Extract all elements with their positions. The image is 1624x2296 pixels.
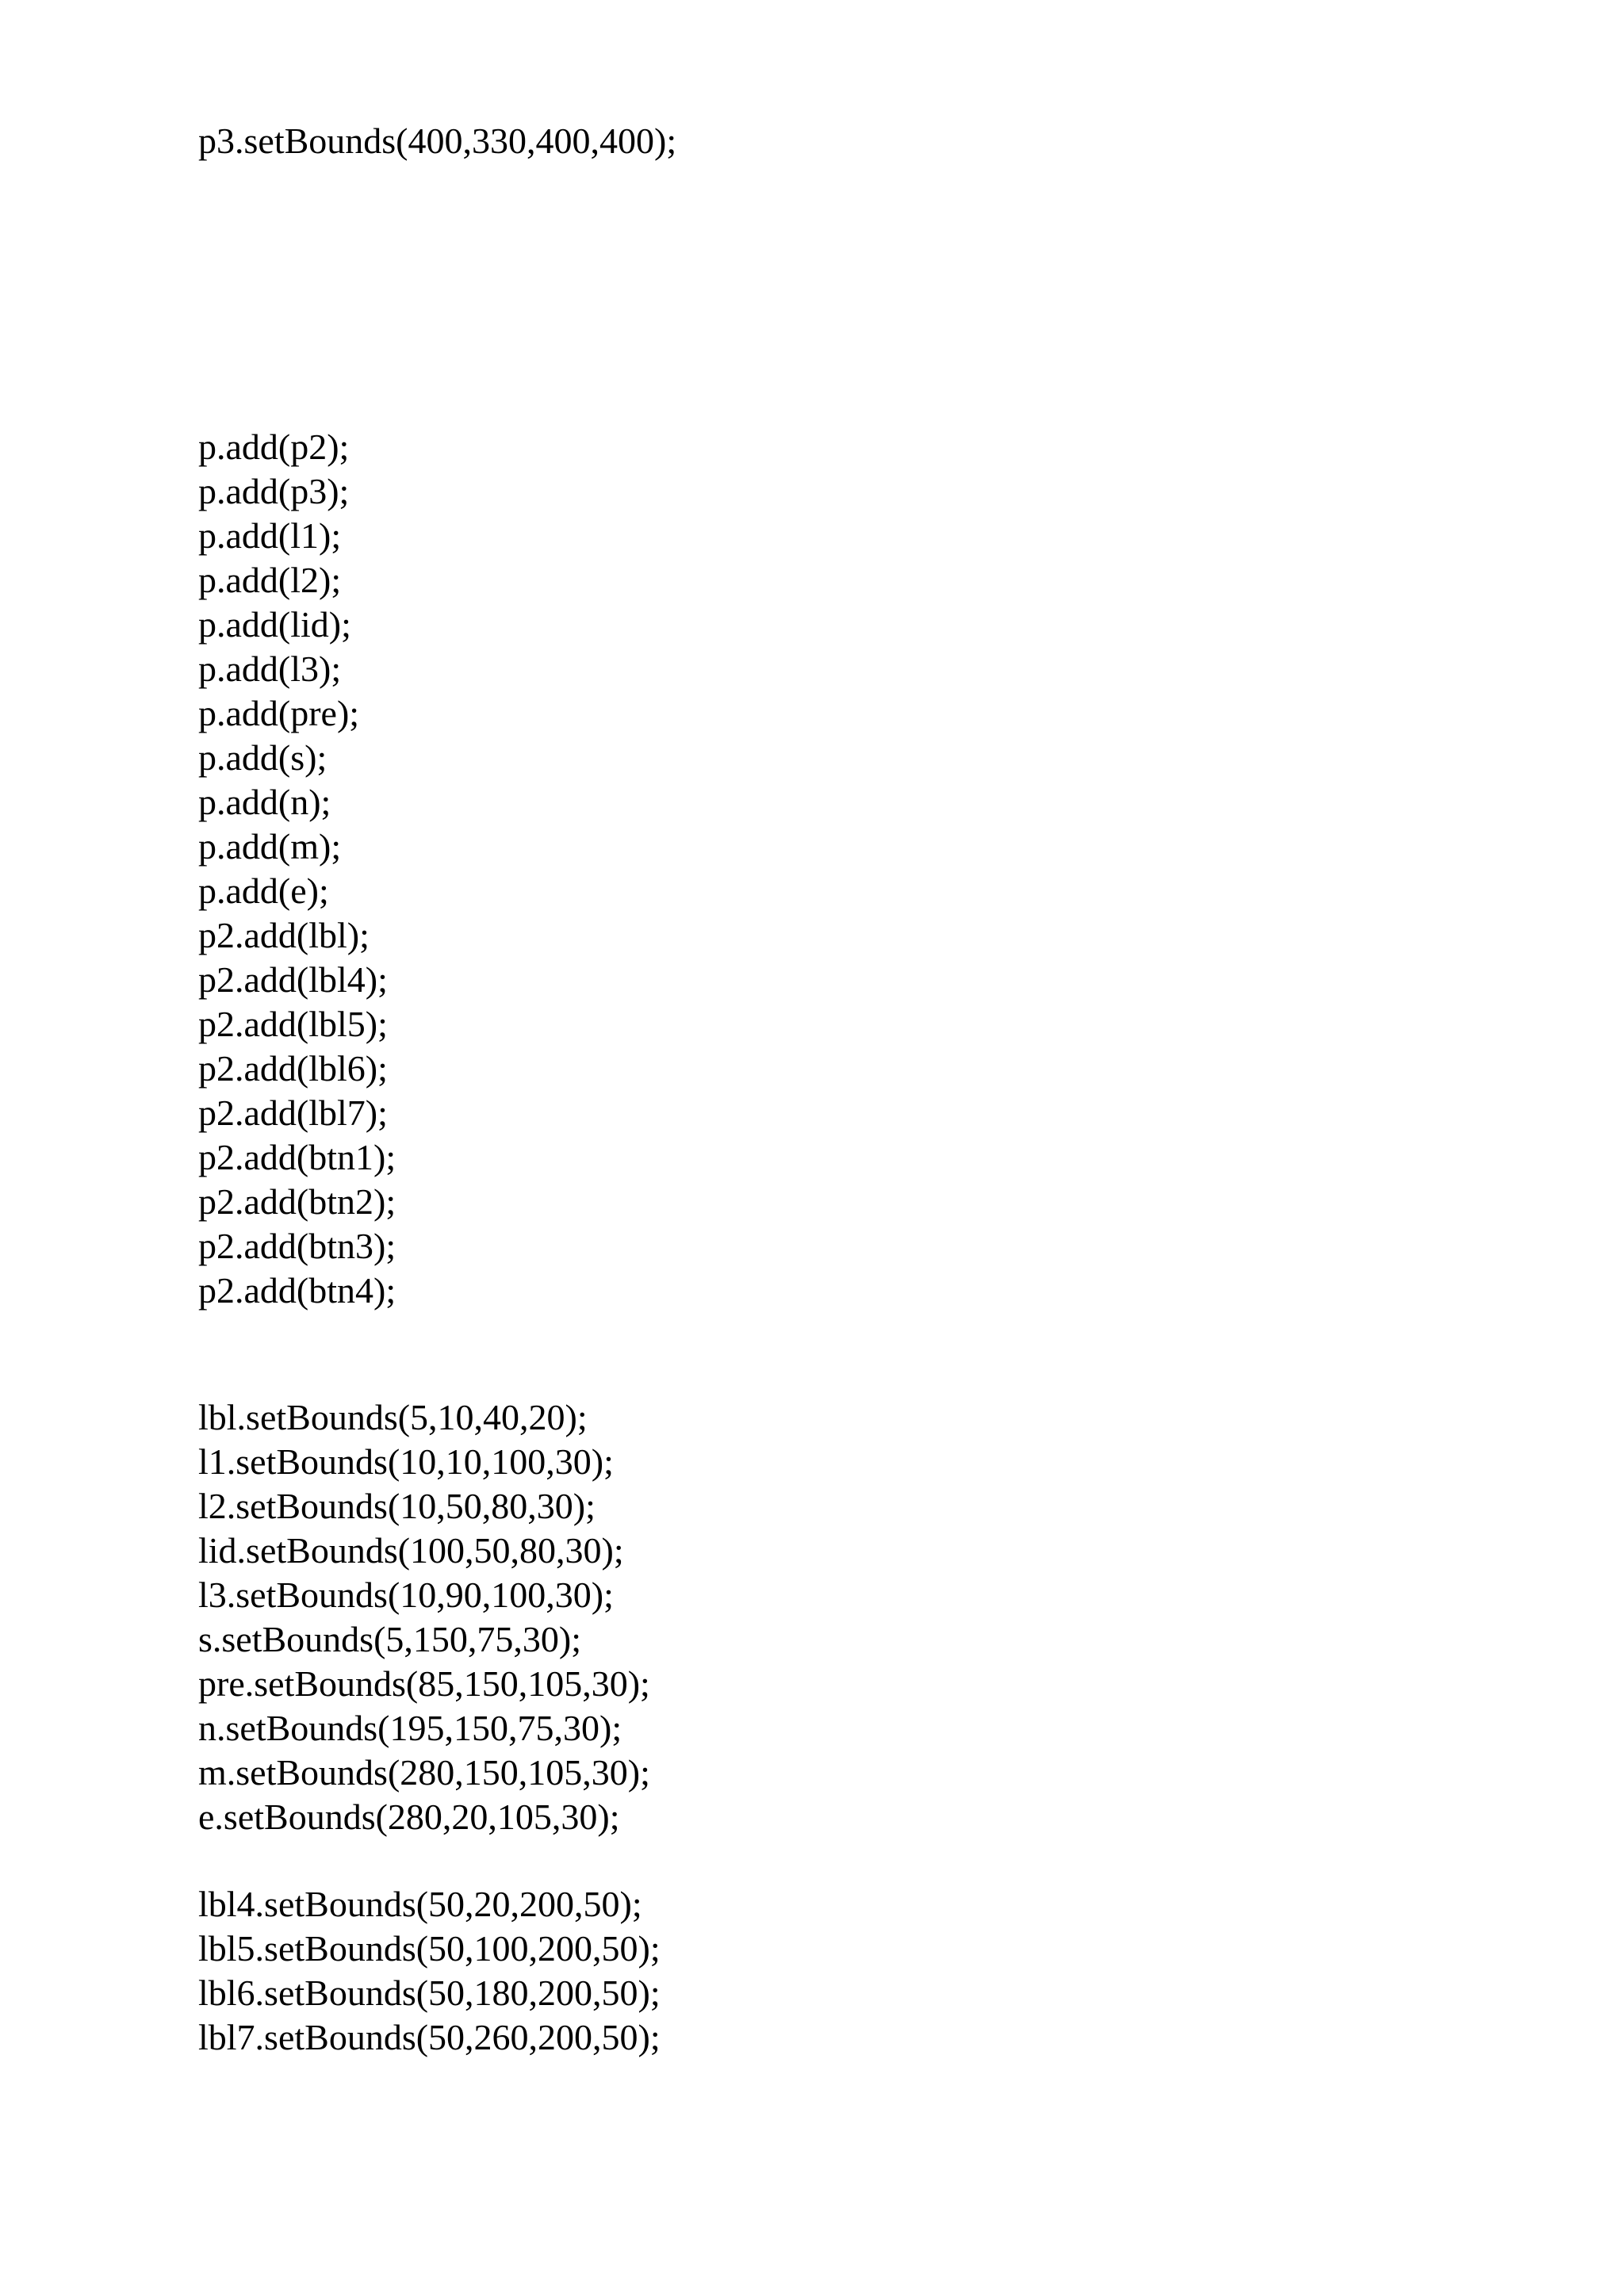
label-bounds-statements-block (198, 1882, 661, 2060)
code-line: s.setBounds(5,150,75,30); (198, 1619, 581, 1659)
code-line: lbl.setBounds(5,10,40,20); (198, 1397, 588, 1437)
code-line: p.add(lid); (198, 604, 351, 645)
code-line: lbl6.setBounds(50,180,200,50); (198, 1973, 661, 2013)
code-line: p2.add(lbl6); (198, 1048, 388, 1089)
code-line: pre.setBounds(85,150,105,30); (198, 1663, 650, 1704)
code-line: p.add(l3); (198, 649, 342, 689)
code-line: l3.setBounds(10,90,100,30); (198, 1575, 614, 1615)
code-line: p2.add(btn4); (198, 1270, 396, 1311)
code-line: lbl7.setBounds(50,260,200,50); (198, 2017, 661, 2057)
code-line: p.add(pre); (198, 693, 360, 733)
code-line: p.add(m); (198, 826, 342, 867)
code-line: p.add(l2); (198, 560, 342, 600)
code-line: p.add(s); (198, 737, 327, 778)
code-line: p2.add(btn2); (198, 1181, 396, 1222)
code-line: p.add(p3); (198, 471, 350, 511)
bounds-statements-block (198, 1395, 650, 1839)
code-line: p2.add(lbl7); (198, 1093, 388, 1133)
code-line: p.add(l1); (198, 515, 342, 556)
code-line: lid.setBounds(100,50,80,30); (198, 1530, 624, 1571)
code-line: p2.add(btn1); (198, 1137, 396, 1177)
code-line: p2.add(lbl); (198, 915, 370, 955)
code-line: p.add(e); (198, 871, 329, 911)
code-line: lbl4.setBounds(50,20,200,50); (198, 1884, 642, 1924)
code-line: l1.setBounds(10,10,100,30); (198, 1441, 614, 1482)
code-line: lbl5.setBounds(50,100,200,50); (198, 1928, 661, 1969)
code-line: p2.add(lbl4); (198, 959, 388, 1000)
code-line: p.add(p2); (198, 427, 350, 467)
code-line: p2.add(lbl5); (198, 1004, 388, 1044)
add-statements-block (198, 425, 396, 1313)
header-code-line: p3.setBounds(400,330,400,400); (198, 121, 677, 161)
code-line: l2.setBounds(10,50,80,30); (198, 1486, 596, 1526)
code-line: m.setBounds(280,150,105,30); (198, 1752, 650, 1793)
code-line: p.add(n); (198, 782, 331, 822)
code-line: n.setBounds(195,150,75,30); (198, 1708, 622, 1748)
code-line: p2.add(btn3); (198, 1226, 396, 1266)
code-line: e.setBounds(280,20,105,30); (198, 1797, 620, 1837)
